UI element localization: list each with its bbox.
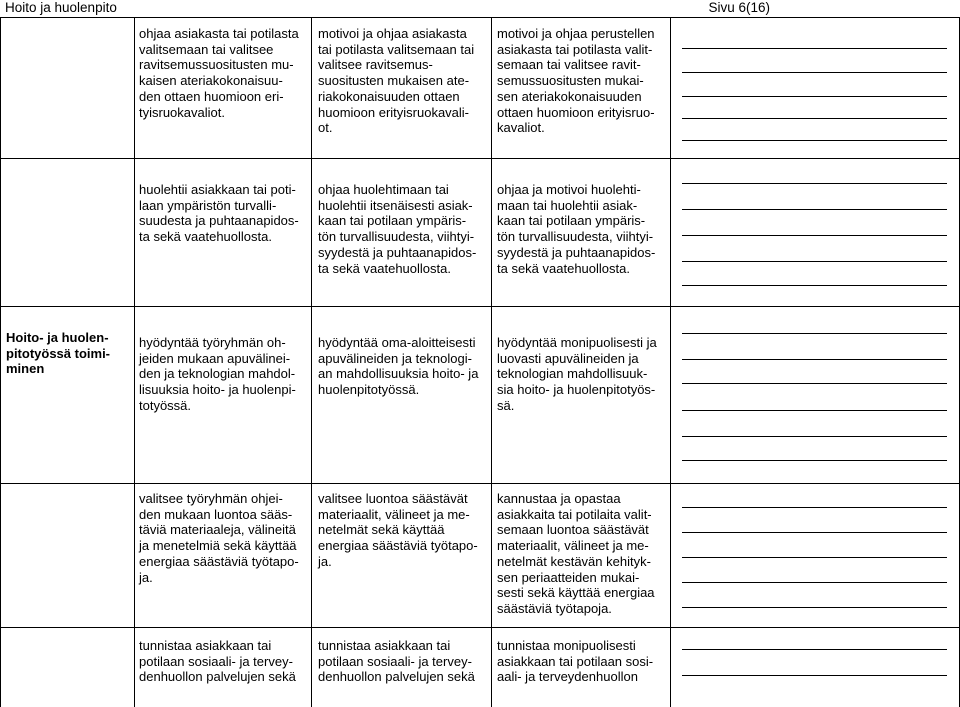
- page-number: Sivu 6(16): [708, 0, 770, 15]
- criteria-row-2-level-3: ohjaa ja motivoi huolehti- maan tai huolehtii asiak- kaan tai potilaan ympäris- tön turvallisuudesta, viihtyi- syydestä ja puhtaanapidos- ta sekä vaatehuollosta.: [497, 182, 656, 276]
- writing-line[interactable]: [682, 383, 947, 384]
- writing-line[interactable]: [682, 359, 947, 360]
- writing-line[interactable]: [682, 183, 947, 184]
- writing-line[interactable]: [682, 582, 947, 583]
- writing-line[interactable]: [682, 72, 947, 73]
- writing-line[interactable]: [682, 261, 947, 262]
- criteria-row-4-level-2: valitsee luontoa säästävät materiaalit, välineet ja me- netelmät sekä käyttää energiaa säästäviä työtapo- ja.: [318, 491, 478, 569]
- criteria-row-1-level-2: motivoi ja ohjaa asiakasta tai potilasta valitsemaan tai valitsee ravitsemus- suositusten mukaisen ate- riakokonaisuuden ottaen huomioon erityisruokavali- ot.: [318, 26, 475, 136]
- row-divider: [0, 158, 960, 159]
- writing-line[interactable]: [682, 48, 947, 49]
- column-divider: [134, 17, 135, 707]
- writing-line[interactable]: [682, 285, 947, 286]
- writing-line[interactable]: [682, 235, 947, 236]
- writing-line[interactable]: [682, 460, 947, 461]
- column-divider: [311, 17, 312, 707]
- writing-line[interactable]: [682, 140, 947, 141]
- document-title: Hoito ja huolenpito: [5, 0, 117, 15]
- row-divider: [0, 17, 960, 18]
- criteria-row-5-level-2: tunnistaa asiakkaan tai potilaan sosiaali- ja tervey- denhuollon palvelujen sekä: [318, 638, 475, 685]
- writing-line[interactable]: [682, 96, 947, 97]
- criteria-row-1-level-3: motivoi ja ohjaa perustellen asiakasta tai potilasta valit- semaan tai valitsee ravit- semussuositusten mukai- sen ateriakokonaisuuden ottaen huomioon erityisruo- kavaliot.: [497, 26, 655, 136]
- criteria-row-5-level-1: tunnistaa asiakkaan tai potilaan sosiaali- ja tervey- denhuollon palvelujen sekä: [139, 638, 296, 685]
- criteria-row-3-level-3: hyödyntää monipuolisesti ja luovasti apuvälineiden ja teknologian mahdollisuuk- sia hoito- ja huolenpitotyös- sä.: [497, 335, 657, 413]
- criteria-row-4-level-1: valitsee työryhmän ohjei- den mukaan luontoa sääs- täviä materiaaleja, välineitä ja menetelmiä sekä käyttää energiaa säästäviä työtapo- ja.: [139, 491, 299, 585]
- writing-line[interactable]: [682, 532, 947, 533]
- criteria-row-5-level-3: tunnistaa monipuolisesti asiakkaan tai potilaan sosi- aali- ja terveydenhuollon: [497, 638, 654, 685]
- criteria-row-1-level-1: ohjaa asiakasta tai potilasta valitsemaan tai valitsee ravitsemussuositusten mu- kaisen ateriakokonaisuu- den ottaen huomioon eri- tyisruokavaliot.: [139, 26, 299, 120]
- column-divider: [0, 17, 1, 707]
- criteria-row-2-level-1: huolehtii asiakkaan tai poti- laan ympäristön turvalli- suudesta ja puhtaanapidos- ta sekä vaatehuollosta.: [139, 182, 299, 245]
- section-heading: Hoito- ja huolen- pitotyössä toimi- minen: [6, 330, 111, 377]
- row-divider: [0, 627, 960, 628]
- criteria-row-3-level-2: hyödyntää oma-aloitteisesti apuvälineiden ja teknologi- an mahdollisuuksia hoito- ja huolenpitotyössä.: [318, 335, 479, 398]
- writing-line[interactable]: [682, 333, 947, 334]
- assessment-table: [0, 17, 960, 707]
- writing-line[interactable]: [682, 209, 947, 210]
- writing-line[interactable]: [682, 118, 947, 119]
- writing-line[interactable]: [682, 649, 947, 650]
- row-divider: [0, 483, 960, 484]
- writing-line[interactable]: [682, 675, 947, 676]
- row-divider: [0, 306, 960, 307]
- writing-line[interactable]: [682, 507, 947, 508]
- criteria-row-4-level-3: kannustaa ja opastaa asiakkaita tai potilaita valit- semaan luontoa säästävät materiaalit, välineet ja me- netelmät kestävän kehityk- sen periaatteiden mukai- sesti sekä käyttää energiaa säästäviä työtapoja.: [497, 491, 655, 616]
- writing-line[interactable]: [682, 557, 947, 558]
- writing-line[interactable]: [682, 410, 947, 411]
- criteria-row-3-level-1: hyödyntää työryhmän oh- jeiden mukaan apuvälinei- den ja teknologian mahdol- lisuuksia hoito- ja huolenpi- totyössä.: [139, 335, 296, 413]
- column-divider: [491, 17, 492, 707]
- column-divider: [670, 17, 671, 707]
- writing-line[interactable]: [682, 436, 947, 437]
- writing-line[interactable]: [682, 607, 947, 608]
- criteria-row-2-level-2: ohjaa huolehtimaan tai huolehtii itsenäisesti asiak- kaan tai potilaan ympäris- tön turvallisuudesta, viihtyi- syydestä ja puhtaanapidos- ta sekä vaatehuollosta.: [318, 182, 477, 276]
